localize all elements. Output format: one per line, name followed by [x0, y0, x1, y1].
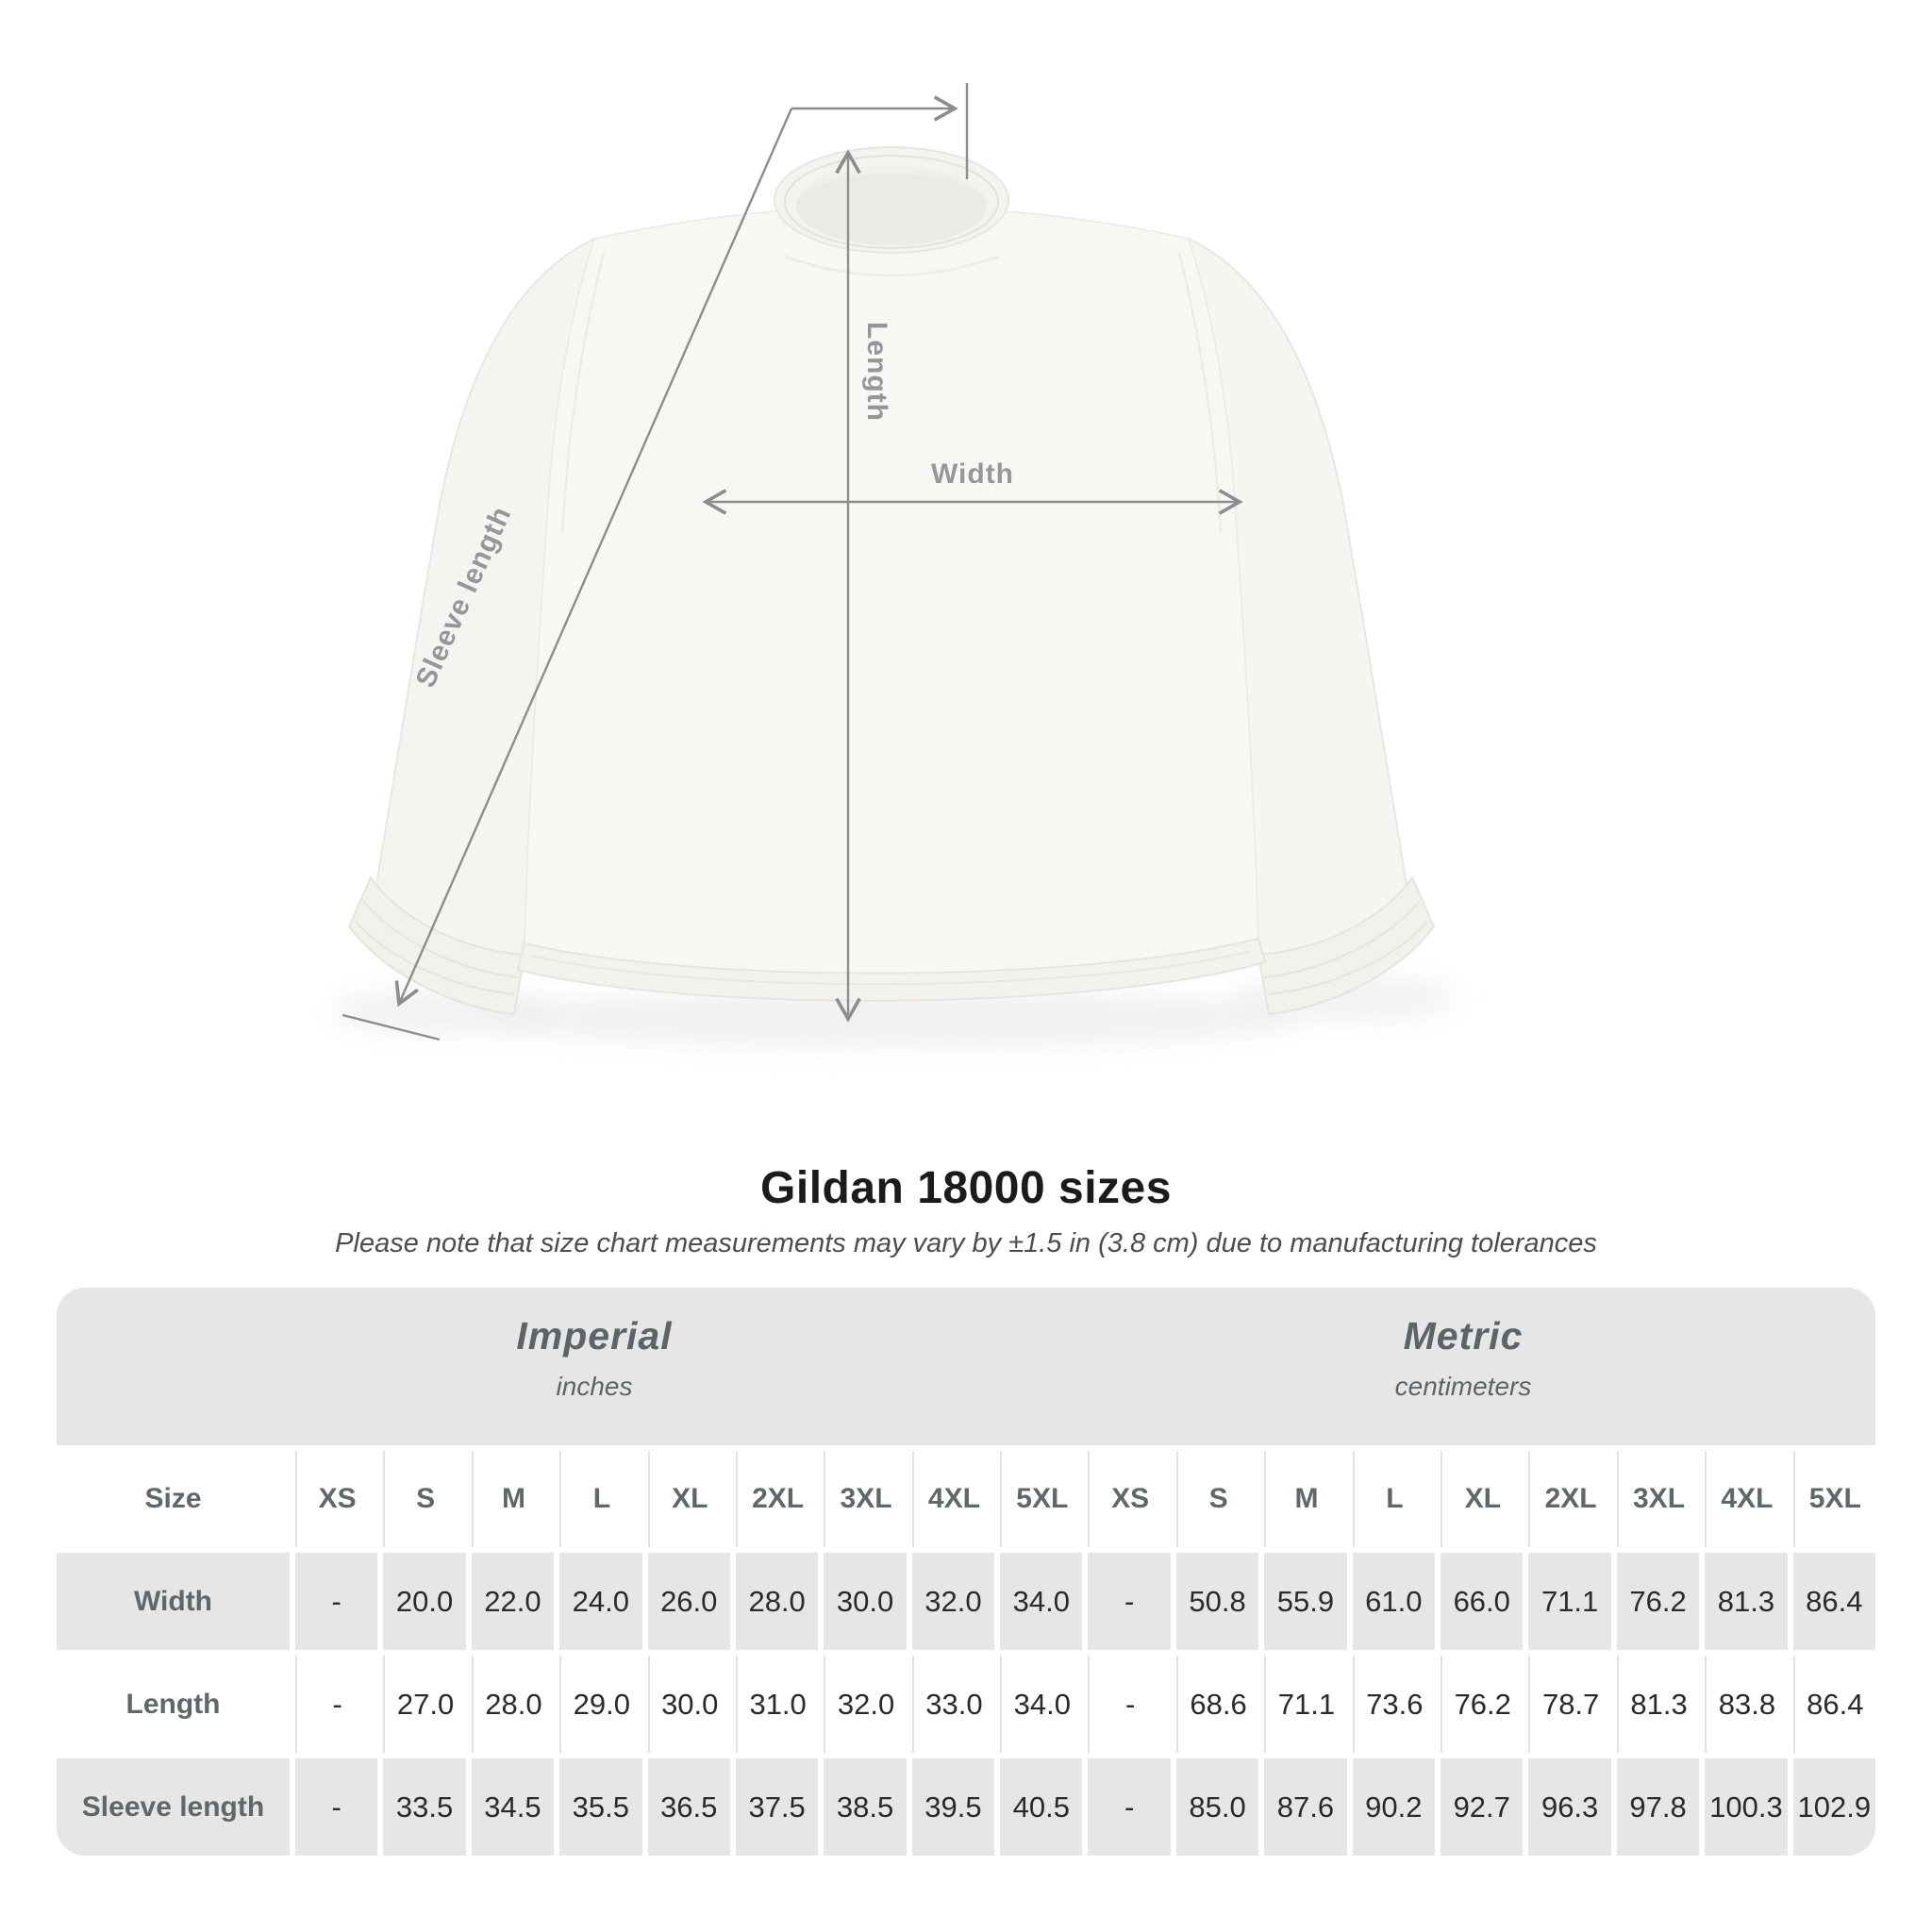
sleeve-measure-label: Sleeve length — [409, 501, 518, 692]
size-value-cell: 22.0 — [472, 1553, 554, 1650]
size-value-cell: 34.5 — [472, 1758, 554, 1856]
imperial-size-header: 2XL — [736, 1451, 818, 1547]
imperial-group-header — [516, 1314, 672, 1402]
imperial-size-header: XL — [648, 1451, 730, 1547]
imperial-size-header: S — [383, 1451, 465, 1547]
size-value-cell: 30.0 — [824, 1553, 906, 1650]
imperial-size-header: XS — [295, 1451, 377, 1547]
metric-size-header: S — [1176, 1451, 1258, 1547]
size-value-cell: 38.5 — [824, 1758, 906, 1856]
metric-size-header: XS — [1088, 1451, 1170, 1547]
size-value-cell: 97.8 — [1617, 1758, 1699, 1856]
size-value-cell: 76.2 — [1441, 1656, 1523, 1753]
size-value-cell: 34.0 — [1000, 1656, 1082, 1753]
metric-size-header: M — [1264, 1451, 1346, 1547]
size-value-cell: 81.3 — [1617, 1656, 1699, 1753]
tolerance-note: Please note that size chart measurements may vary by ±1.5 in (3.8 cm) due to manufacturing tolerances — [335, 1228, 1597, 1258]
row-label: Width — [57, 1553, 290, 1650]
size-value-cell: 26.0 — [648, 1553, 730, 1650]
size-value-cell: 100.3 — [1705, 1758, 1787, 1856]
metric-size-header: L — [1353, 1451, 1435, 1547]
size-value-cell: 33.5 — [383, 1758, 465, 1856]
size-value-cell: 27.0 — [383, 1656, 465, 1753]
size-value-cell: 96.3 — [1528, 1758, 1610, 1856]
size-value-cell: 78.7 — [1528, 1656, 1610, 1753]
size-value-cell: 35.5 — [559, 1758, 641, 1856]
size-value-cell: 39.5 — [912, 1758, 994, 1856]
size-value-cell: 33.0 — [912, 1656, 994, 1753]
size-value-cell: - — [1088, 1758, 1170, 1856]
metric-unit-label: centimeters — [1394, 1372, 1532, 1401]
imperial-size-header: L — [559, 1451, 641, 1547]
size-value-cell: 37.5 — [736, 1758, 818, 1856]
size-value-cell: 34.0 — [1000, 1553, 1082, 1650]
size-value-cell: 90.2 — [1353, 1758, 1435, 1856]
size-value-cell: - — [1088, 1553, 1170, 1650]
row-label: Sleeve length — [57, 1758, 290, 1856]
size-value-cell: 73.6 — [1353, 1656, 1435, 1753]
imperial-size-header: 5XL — [1000, 1451, 1082, 1547]
size-value-cell: 83.8 — [1705, 1656, 1787, 1753]
size-value-cell: - — [295, 1758, 377, 1856]
size-value-cell: 86.4 — [1793, 1656, 1875, 1753]
size-value-cell: 36.5 — [648, 1758, 730, 1856]
size-value-cell: 29.0 — [559, 1656, 641, 1753]
size-value-cell: 28.0 — [736, 1553, 818, 1650]
size-column-header: Size — [57, 1451, 290, 1547]
unit-header-band — [57, 1288, 1875, 1445]
size-value-cell: 71.1 — [1264, 1656, 1346, 1753]
metric-size-header: 2XL — [1528, 1451, 1610, 1547]
size-value-cell: - — [295, 1553, 377, 1650]
metric-size-header: 3XL — [1617, 1451, 1699, 1547]
metric-label: Metric — [1403, 1314, 1524, 1357]
size-value-cell: 40.5 — [1000, 1758, 1082, 1856]
size-value-cell: 55.9 — [1264, 1553, 1346, 1650]
size-value-cell: 50.8 — [1176, 1553, 1258, 1650]
page-title: Gildan 18000 sizes — [760, 1163, 1172, 1213]
width-measure-label: Width — [930, 458, 1015, 490]
size-value-cell: 28.0 — [472, 1656, 554, 1753]
size-value-cell: 30.0 — [648, 1656, 730, 1753]
length-measure-label: Length — [861, 322, 892, 422]
size-value-cell: 20.0 — [383, 1553, 465, 1650]
imperial-label: Imperial — [516, 1314, 673, 1357]
row-label: Length — [57, 1656, 290, 1753]
size-value-cell: 85.0 — [1176, 1758, 1258, 1856]
size-value-cell: 92.7 — [1441, 1758, 1523, 1856]
imperial-size-header: M — [472, 1451, 554, 1547]
size-value-cell: 61.0 — [1353, 1553, 1435, 1650]
size-value-cell: 102.9 — [1793, 1758, 1875, 1856]
size-value-cell: 66.0 — [1441, 1553, 1523, 1650]
metric-size-header: 4XL — [1705, 1451, 1787, 1547]
metric-size-header: 5XL — [1793, 1451, 1875, 1547]
size-value-cell: 87.6 — [1264, 1758, 1346, 1856]
size-value-cell: 76.2 — [1617, 1553, 1699, 1650]
imperial-size-header: 4XL — [912, 1451, 994, 1547]
size-value-cell: 32.0 — [824, 1656, 906, 1753]
imperial-unit-label: inches — [556, 1372, 633, 1401]
size-value-cell: - — [295, 1656, 377, 1753]
size-value-cell: 24.0 — [559, 1553, 641, 1650]
size-value-cell: 86.4 — [1793, 1553, 1875, 1650]
size-value-cell: 31.0 — [736, 1656, 818, 1753]
size-value-cell: 71.1 — [1528, 1553, 1610, 1650]
metric-size-header: XL — [1441, 1451, 1523, 1547]
metric-group-header — [1395, 1314, 1532, 1402]
size-value-cell: 81.3 — [1705, 1553, 1787, 1650]
size-value-cell: 32.0 — [912, 1553, 994, 1650]
size-table — [57, 1288, 1875, 1856]
size-value-cell: 68.6 — [1176, 1656, 1258, 1753]
size-value-cell: - — [1088, 1656, 1170, 1753]
imperial-size-header: 3XL — [824, 1451, 906, 1547]
